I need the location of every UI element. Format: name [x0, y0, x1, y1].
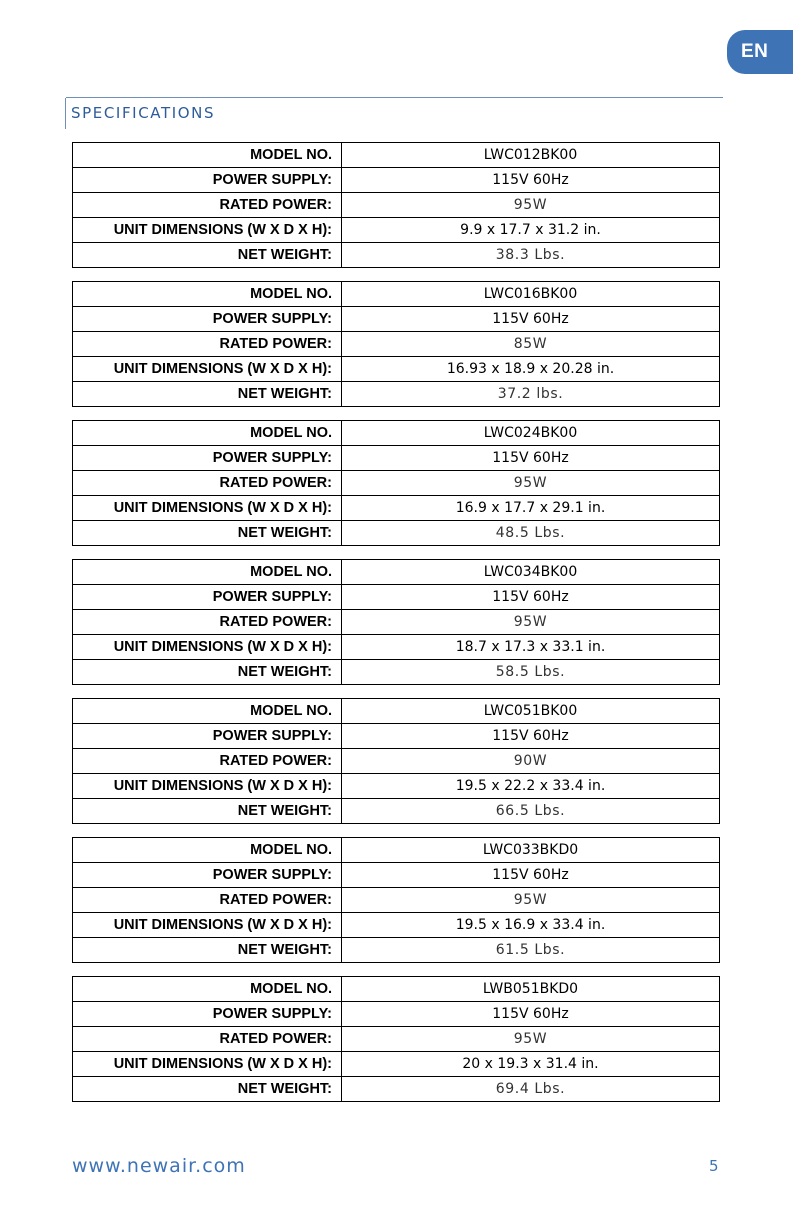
spec-value: 115V 60Hz — [342, 307, 720, 332]
spec-row-rated-power — [73, 749, 720, 774]
spec-row-power-supply — [73, 1002, 720, 1027]
section-marker — [65, 98, 66, 129]
spec-label: NET WEIGHT: — [73, 799, 342, 824]
spec-value: 95W — [342, 1027, 720, 1052]
spec-label: MODEL NO. — [73, 560, 342, 585]
spec-value: LWC024BK00 — [342, 421, 720, 446]
spec-label: MODEL NO. — [73, 977, 342, 1002]
spec-value: 9.9 x 17.7 x 31.2 in. — [342, 218, 720, 243]
spec-label: RATED POWER: — [73, 749, 342, 774]
spec-value: 95W — [342, 888, 720, 913]
spec-row-dimensions — [73, 774, 720, 799]
spec-value: 38.3 Lbs. — [342, 243, 720, 268]
spec-label: RATED POWER: — [73, 888, 342, 913]
spec-value: 58.5 Lbs. — [342, 660, 720, 685]
spec-label: UNIT DIMENSIONS (W X D X H): — [73, 496, 342, 521]
spec-value: 115V 60Hz — [342, 585, 720, 610]
spec-table — [72, 281, 720, 407]
spec-label: RATED POWER: — [73, 471, 342, 496]
spec-label: POWER SUPPLY: — [73, 1002, 342, 1027]
spec-table — [72, 420, 720, 546]
spec-label: UNIT DIMENSIONS (W X D X H): — [73, 1052, 342, 1077]
spec-row-rated-power — [73, 332, 720, 357]
spec-row-dimensions — [73, 635, 720, 660]
spec-value: 115V 60Hz — [342, 446, 720, 471]
spec-label: POWER SUPPLY: — [73, 168, 342, 193]
spec-value: 95W — [342, 610, 720, 635]
section-title: SPECIFICATIONS — [71, 104, 216, 122]
spec-label: POWER SUPPLY: — [73, 585, 342, 610]
spec-table — [72, 142, 720, 268]
spec-table — [72, 976, 720, 1102]
spec-value: 115V 60Hz — [342, 1002, 720, 1027]
section-divider — [66, 97, 723, 98]
spec-label: RATED POWER: — [73, 610, 342, 635]
spec-value: LWC034BK00 — [342, 560, 720, 585]
spec-value: 115V 60Hz — [342, 863, 720, 888]
spec-label: MODEL NO. — [73, 282, 342, 307]
spec-label: RATED POWER: — [73, 332, 342, 357]
spec-label: POWER SUPPLY: — [73, 307, 342, 332]
footer-website-link[interactable]: www.newair.com — [72, 1155, 246, 1177]
spec-row-net-weight — [73, 938, 720, 963]
spec-row-net-weight — [73, 799, 720, 824]
spec-label: POWER SUPPLY: — [73, 446, 342, 471]
spec-value: 19.5 x 16.9 x 33.4 in. — [342, 913, 720, 938]
spec-row-dimensions — [73, 357, 720, 382]
spec-value: 16.93 x 18.9 x 20.28 in. — [342, 357, 720, 382]
spec-row-net-weight — [73, 382, 720, 407]
spec-row-net-weight — [73, 243, 720, 268]
spec-label: NET WEIGHT: — [73, 1077, 342, 1102]
spec-row-dimensions — [73, 496, 720, 521]
spec-row-dimensions — [73, 218, 720, 243]
spec-value: 85W — [342, 332, 720, 357]
spec-value: LWC012BK00 — [342, 143, 720, 168]
spec-row-model — [73, 560, 720, 585]
spec-row-power-supply — [73, 307, 720, 332]
spec-value: 95W — [342, 193, 720, 218]
spec-label: UNIT DIMENSIONS (W X D X H): — [73, 774, 342, 799]
spec-row-rated-power — [73, 610, 720, 635]
spec-label: UNIT DIMENSIONS (W X D X H): — [73, 357, 342, 382]
spec-label: MODEL NO. — [73, 838, 342, 863]
spec-row-model — [73, 977, 720, 1002]
spec-value: LWC033BKD0 — [342, 838, 720, 863]
spec-value: LWC016BK00 — [342, 282, 720, 307]
spec-label: RATED POWER: — [73, 1027, 342, 1052]
language-badge: EN — [727, 30, 793, 74]
spec-row-net-weight — [73, 521, 720, 546]
spec-row-model — [73, 838, 720, 863]
spec-label: NET WEIGHT: — [73, 243, 342, 268]
spec-table — [72, 698, 720, 824]
spec-table — [72, 837, 720, 963]
spec-value: 37.2 lbs. — [342, 382, 720, 407]
spec-row-power-supply — [73, 168, 720, 193]
spec-row-power-supply — [73, 724, 720, 749]
spec-value: 48.5 Lbs. — [342, 521, 720, 546]
spec-value: 95W — [342, 471, 720, 496]
spec-value: 16.9 x 17.7 x 29.1 in. — [342, 496, 720, 521]
spec-value: LWB051BKD0 — [342, 977, 720, 1002]
spec-row-model — [73, 421, 720, 446]
spec-value: 61.5 Lbs. — [342, 938, 720, 963]
spec-label: MODEL NO. — [73, 699, 342, 724]
spec-row-power-supply — [73, 446, 720, 471]
spec-value: 66.5 Lbs. — [342, 799, 720, 824]
spec-label: POWER SUPPLY: — [73, 863, 342, 888]
spec-label: MODEL NO. — [73, 421, 342, 446]
spec-value: 20 x 19.3 x 31.4 in. — [342, 1052, 720, 1077]
spec-label: UNIT DIMENSIONS (W X D X H): — [73, 913, 342, 938]
spec-row-dimensions — [73, 913, 720, 938]
spec-label: MODEL NO. — [73, 143, 342, 168]
spec-value: 18.7 x 17.3 x 33.1 in. — [342, 635, 720, 660]
spec-value: 115V 60Hz — [342, 724, 720, 749]
spec-label: UNIT DIMENSIONS (W X D X H): — [73, 218, 342, 243]
spec-row-rated-power — [73, 193, 720, 218]
spec-value: 19.5 x 22.2 x 33.4 in. — [342, 774, 720, 799]
spec-row-model — [73, 282, 720, 307]
spec-label: POWER SUPPLY: — [73, 724, 342, 749]
spec-table — [72, 559, 720, 685]
spec-label: NET WEIGHT: — [73, 521, 342, 546]
spec-value: 90W — [342, 749, 720, 774]
spec-value: 69.4 Lbs. — [342, 1077, 720, 1102]
spec-row-model — [73, 699, 720, 724]
spec-row-power-supply — [73, 585, 720, 610]
spec-row-net-weight — [73, 660, 720, 685]
spec-row-rated-power — [73, 1027, 720, 1052]
spec-row-dimensions — [73, 1052, 720, 1077]
spec-value: LWC051BK00 — [342, 699, 720, 724]
spec-label: NET WEIGHT: — [73, 660, 342, 685]
page-number: 5 — [709, 1157, 719, 1175]
spec-label: RATED POWER: — [73, 193, 342, 218]
spec-row-rated-power — [73, 471, 720, 496]
spec-row-model — [73, 143, 720, 168]
spec-row-net-weight — [73, 1077, 720, 1102]
spec-row-rated-power — [73, 888, 720, 913]
spec-row-power-supply — [73, 863, 720, 888]
spec-label: NET WEIGHT: — [73, 382, 342, 407]
spec-label: NET WEIGHT: — [73, 938, 342, 963]
spec-value: 115V 60Hz — [342, 168, 720, 193]
spec-label: UNIT DIMENSIONS (W X D X H): — [73, 635, 342, 660]
